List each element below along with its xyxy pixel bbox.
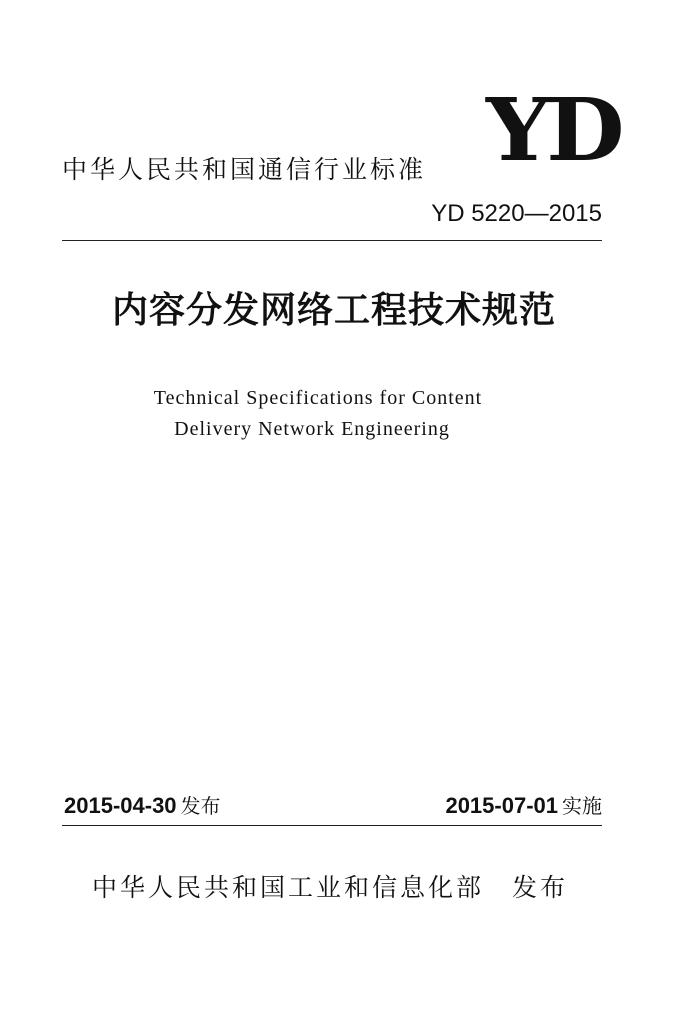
document-title-english-line2: Delivery Network Engineering [174,418,450,440]
issue-label: 发布 [180,794,221,818]
document-title-chinese: 内容分发网络工程技术规范 [111,289,556,331]
publisher-action: 发布 [512,873,569,902]
implement-date-block [445,790,602,819]
document-title-english-line1: Technical Specifications for Content [153,387,483,409]
bottom-divider [62,825,602,826]
implement-date: 2015-07-01 [445,793,558,818]
publisher-line [92,868,568,904]
publisher-name: 中华人民共和国工业和信息化部 [92,873,485,902]
top-divider [62,240,602,241]
issue-date-block [64,790,221,819]
implement-label: 实施 [562,794,602,818]
standard-number: YD 5220—2015 [431,200,602,227]
standard-type-label: 中华人民共和国通信行业标准 [62,155,427,184]
yd-logo: YD [486,80,621,181]
issue-date: 2015-04-30 [64,793,177,818]
